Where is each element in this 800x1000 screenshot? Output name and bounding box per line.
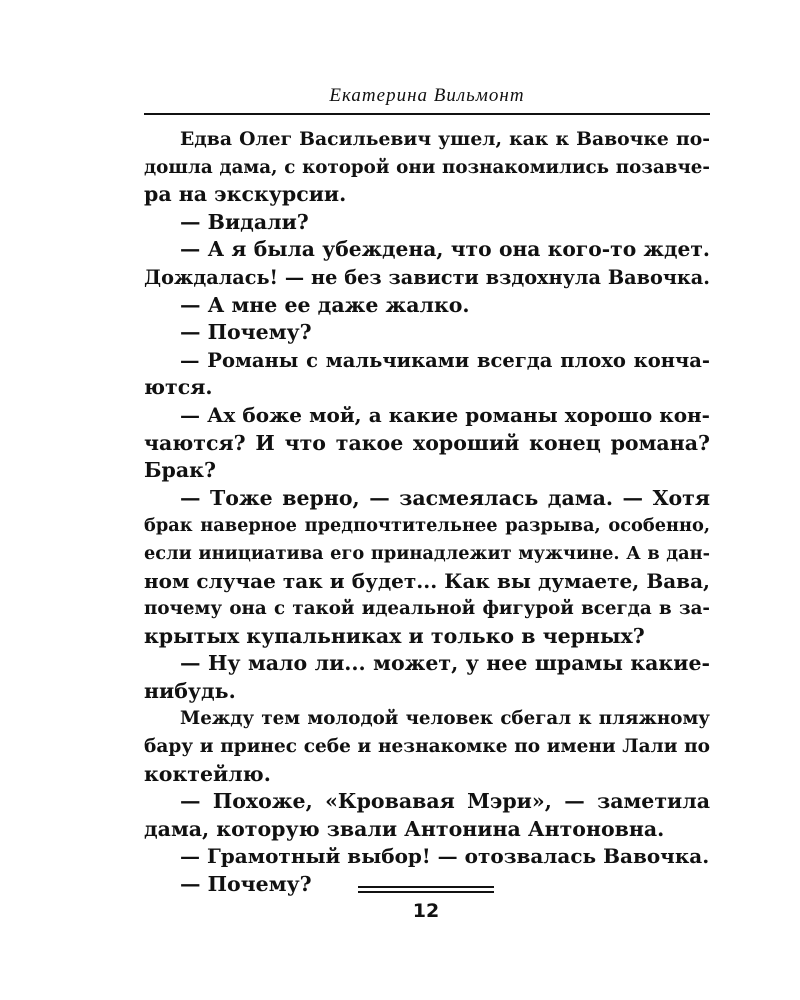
text-line: — А я была убеждена, что она кого-то ждет. — [180, 237, 710, 262]
text-line: — Похоже, «Кровавая Мэри», — заметила — [180, 789, 710, 814]
footer-rule-bottom — [358, 891, 494, 893]
footer-rule-top — [358, 886, 494, 888]
text-line: — Ну мало ли... может, у нее шрамы какие- — [180, 651, 710, 676]
text-line: ются. — [144, 375, 213, 400]
header-rule — [144, 113, 710, 115]
text-line: если инициатива его принадлежит мужчине. А в дан- — [144, 542, 710, 564]
running-title: Екатерина Вильмонт — [329, 85, 525, 106]
text-line: нибудь. — [144, 678, 236, 703]
text-line: дошла дама, с которой они познакомились позавче- — [144, 156, 710, 178]
text-line: чаются? И что такое хороший конец романа? — [144, 430, 710, 455]
text-line: Между тем молодой человек сбегал к пляжному — [180, 708, 710, 730]
text-line: коктейлю. — [144, 761, 271, 786]
text-line: Едва Олег Васильевич ушел, как к Вавочке по- — [180, 128, 710, 150]
text-line: — Ах боже мой, а какие романы хорошо кон- — [180, 402, 710, 427]
body-text — [144, 126, 710, 899]
text-line: Дождалась! — не без зависти вздохнула Вавочка. — [144, 265, 710, 289]
text-line: — Почему? — [180, 320, 312, 345]
text-line: — Тоже верно, — засмеялась дама. — Хотя — [180, 485, 710, 510]
text-line: Брак? — [144, 458, 216, 483]
text-line: почему она с такой идеальной фигурой всегда в за- — [144, 598, 710, 620]
text-line: — Видали? — [180, 209, 309, 234]
text-line: — Романы с мальчиками всегда плохо конча- — [180, 348, 710, 372]
text-line: дама, которую звали Антонина Антоновна. — [144, 816, 665, 841]
text-line: крытых купальниках и только в черных? — [144, 623, 645, 648]
text-line: ра на экскурсии. — [144, 182, 347, 207]
page-number: 12 — [412, 900, 440, 922]
text-line: бару и принес себе и незнакомке по имени Лали по — [144, 736, 710, 758]
text-line: — А мне ее даже жалко. — [180, 292, 470, 317]
text-line: — Почему? — [180, 872, 312, 897]
text-line: ном случае так и будет... Как вы думаете, Вава, — [144, 568, 710, 593]
text-line: брак наверное предпочтительнее разрыва, особенно, — [144, 515, 710, 537]
text-line: — Грамотный выбор! — отозвалась Вавочка. — [180, 844, 710, 869]
